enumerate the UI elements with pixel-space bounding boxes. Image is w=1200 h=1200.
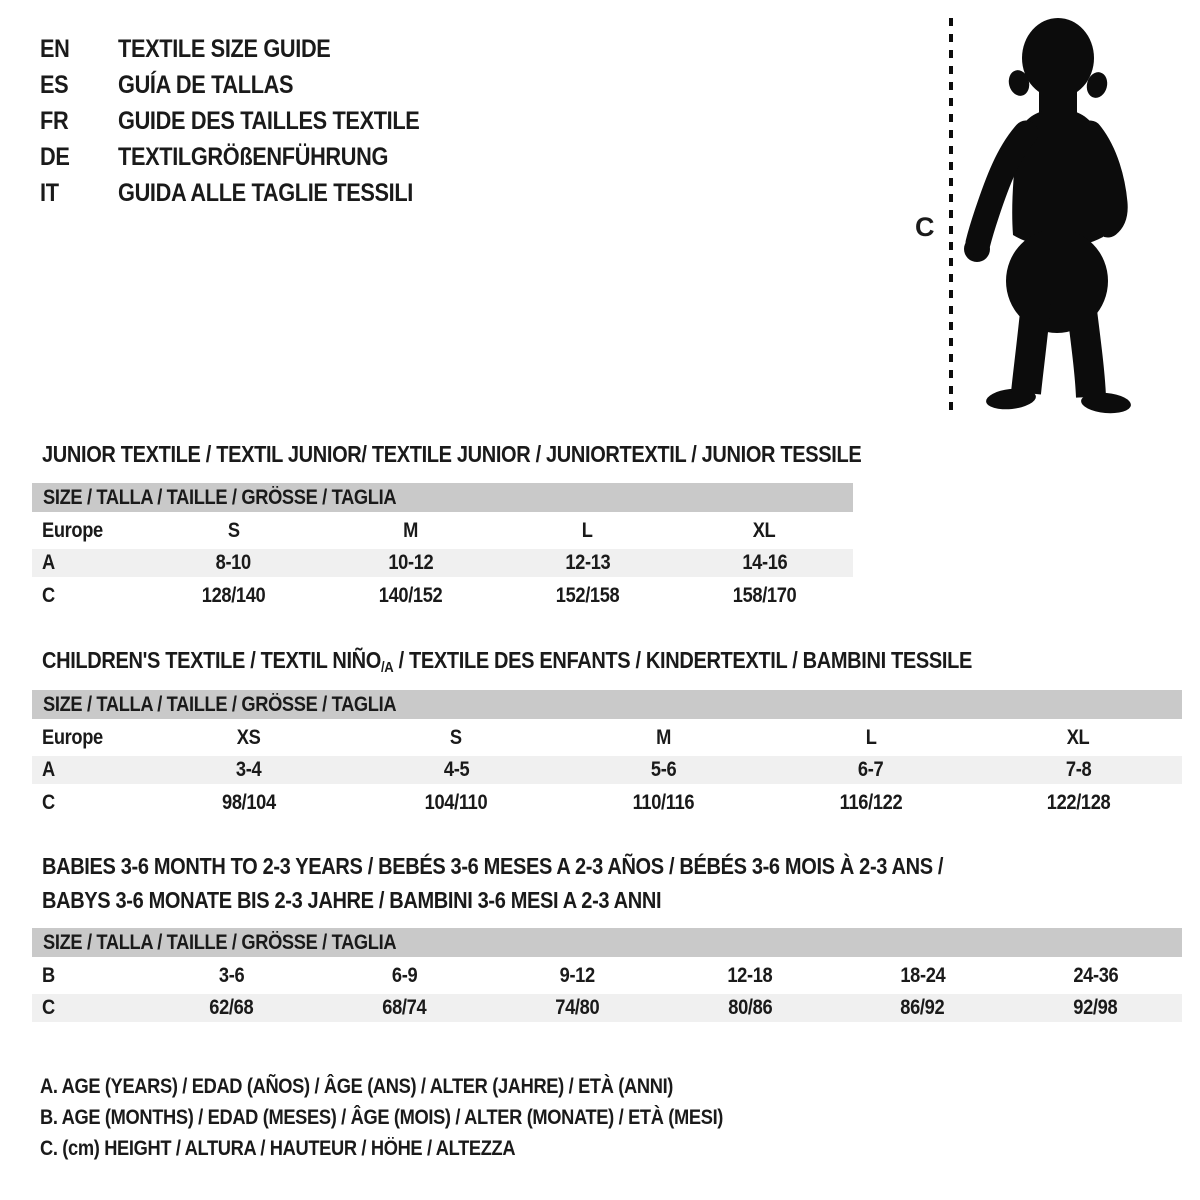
size-cell: 5-6 <box>650 758 677 781</box>
size-cell: 68/74 <box>382 996 427 1019</box>
table-row <box>32 719 1182 756</box>
language-title: TEXTILGRÖßENFÜHRUNG <box>118 142 389 171</box>
row-label: A <box>42 551 55 574</box>
nino-a-subscript: /A <box>381 659 394 676</box>
row-label: C <box>42 790 55 814</box>
babies-size-table <box>32 928 1182 1022</box>
legend-line-b: B. AGE (MONTHS) / EDAD (MESES) / ÂGE (MOIS) / ALTER (MONATE) / ETÀ (MESI) <box>40 1105 724 1129</box>
size-cell: 6-7 <box>858 758 884 781</box>
language-row <box>40 175 465 211</box>
children-size-table <box>32 690 1182 821</box>
section-title-babies: BABIES 3-6 MONTH TO 2-3 YEARS / BEBÉS 3-6 MESES A 2-3 AÑOS / BÉBÉS 3-6 MOIS À 2-3 ANS / BABYS 3-6 MONATE BIS 2-3 JAHRE / BAMBINI 3-6 MESI A 2-3 ANNI <box>42 853 944 913</box>
size-cell: 6-9 <box>391 963 417 987</box>
row-label: C <box>42 996 55 1019</box>
row-label: A <box>42 758 55 781</box>
size-cell: XL <box>753 518 776 542</box>
legend-line-a: A. AGE (YEARS) / EDAD (AÑOS) / ÂGE (ANS) / ALTER (JAHRE) / ETÀ (ANNI) <box>40 1074 674 1098</box>
language-title: GUÍA DE TALLAS <box>118 70 294 99</box>
size-cell: M <box>656 725 671 749</box>
language-row <box>40 31 465 67</box>
size-cell: 10-12 <box>388 551 433 574</box>
language-code: EN <box>40 34 70 63</box>
language-code: IT <box>40 178 59 207</box>
size-cell: 152/158 <box>555 583 620 607</box>
size-cell: S <box>450 725 463 749</box>
language-title: TEXTILE SIZE GUIDE <box>118 34 331 63</box>
size-header-bar: SIZE / TALLA / TAILLE / GRÖSSE / TAGLIA <box>32 483 853 512</box>
table-row <box>32 784 1182 821</box>
junior-size-table <box>32 483 853 614</box>
size-cell: 104/110 <box>424 790 488 814</box>
table-row <box>32 549 853 577</box>
language-code: DE <box>40 142 70 171</box>
language-title-list <box>40 31 465 211</box>
size-cell: 128/140 <box>201 583 266 607</box>
size-cell: 140/152 <box>378 583 443 607</box>
size-cell: 122/128 <box>1046 790 1111 814</box>
size-cell: 8-10 <box>215 551 252 574</box>
height-label-c: C <box>915 212 935 242</box>
baby-figure <box>905 10 1200 415</box>
row-label: B <box>42 963 55 987</box>
table-row <box>32 957 1182 994</box>
size-cell: L <box>582 518 593 542</box>
language-code: FR <box>40 106 69 135</box>
size-cell: 3-4 <box>236 758 262 781</box>
row-label: C <box>42 583 55 607</box>
size-cell: 98/104 <box>221 790 276 814</box>
size-cell: 14-16 <box>742 551 787 574</box>
size-cell: 4-5 <box>443 758 469 781</box>
language-row <box>40 139 465 175</box>
size-cell: 80/86 <box>727 996 772 1019</box>
size-cell: 9-12 <box>559 963 595 987</box>
size-cell: 86/92 <box>900 996 945 1019</box>
size-cell: 62/68 <box>209 996 254 1019</box>
size-cell: XS <box>236 725 261 749</box>
size-cell: XL <box>1066 725 1090 749</box>
language-row <box>40 67 465 103</box>
size-cell: 12-13 <box>565 551 610 574</box>
size-cell: M <box>403 518 418 542</box>
table-row <box>32 756 1182 784</box>
language-title: GUIDA ALLE TAGLIE TESSILI <box>118 178 413 207</box>
size-cell: 158/170 <box>732 583 797 607</box>
size-header-bar: SIZE / TALLA / TAILLE / GRÖSSE / TAGLIA <box>32 928 1182 957</box>
language-row <box>40 103 465 139</box>
size-cell: 7-8 <box>1065 758 1092 781</box>
table-row <box>32 994 1182 1022</box>
size-header-bar: SIZE / TALLA / TAILLE / GRÖSSE / TAGLIA <box>32 690 1182 719</box>
table-row <box>32 577 853 614</box>
size-cell: 24-36 <box>1073 963 1119 987</box>
language-title: GUIDE DES TAILLES TEXTILE <box>118 106 420 135</box>
section-title-junior: JUNIOR TEXTILE / TEXTIL JUNIOR/ TEXTILE JUNIOR / JUNIORTEXTIL / JUNIOR TESSILE <box>42 441 862 467</box>
baby-silhouette <box>905 10 1200 415</box>
row-label: Europe <box>42 725 103 749</box>
size-cell: 18-24 <box>900 963 946 987</box>
section-title-children: CHILDREN'S TEXTILE / TEXTIL NIÑO/A / TEXTILE DES ENFANTS / KINDERTEXTIL / BAMBINI TESSILE <box>42 647 972 676</box>
size-cell: S <box>227 518 240 542</box>
size-cell: 110/116 <box>632 790 695 814</box>
measure-legend <box>40 1071 825 1164</box>
language-code: ES <box>40 70 69 99</box>
size-cell: 92/98 <box>1073 996 1118 1019</box>
legend-line-c: C. (cm) HEIGHT / ALTURA / HAUTEUR / HÖHE / ALTEZZA <box>40 1136 516 1160</box>
row-label: Europe <box>42 518 103 542</box>
size-cell: 12-18 <box>727 963 773 987</box>
size-cell: L <box>865 725 877 749</box>
size-cell: 116/122 <box>839 790 903 814</box>
table-row <box>32 512 853 549</box>
size-cell: 74/80 <box>555 996 600 1019</box>
size-cell: 3-6 <box>218 963 245 987</box>
